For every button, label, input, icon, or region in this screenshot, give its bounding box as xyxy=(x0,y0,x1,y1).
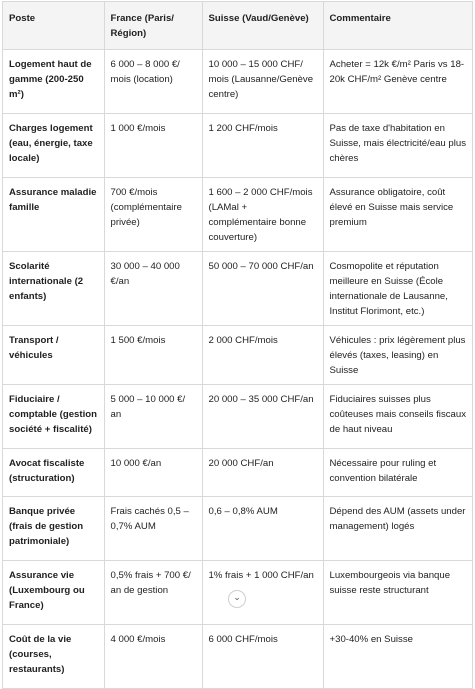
row-label: Fiduciaire / comptable (gestion société + fiscalité) xyxy=(3,385,104,449)
row-label: Transport / véhicules xyxy=(3,326,104,385)
row-label: Coût de la vie (courses, restaurants) xyxy=(3,625,104,689)
comment: Luxembourgeois via banque suisse reste structurant xyxy=(323,561,472,625)
header-row xyxy=(3,2,472,50)
france-value: 0,5% frais + 700 €/ an de gestion xyxy=(104,561,202,625)
table-row xyxy=(3,326,472,385)
table-row xyxy=(3,497,472,561)
cost-comparison-table xyxy=(3,2,472,689)
row-label: Assurance vie (Luxembourg ou France) xyxy=(3,561,104,625)
france-value: Frais cachés 0,5 – 0,7% AUM xyxy=(104,497,202,561)
france-value: 700 €/mois (complémentaire privée) xyxy=(104,178,202,252)
france-value: 10 000 €/an xyxy=(104,449,202,497)
row-label: Assurance maladie famille xyxy=(3,178,104,252)
header-france: France (Paris/ Région) xyxy=(104,2,202,50)
comment: Assurance obligatoire, coût élevé en Suisse mais service premium xyxy=(323,178,472,252)
header-suisse: Suisse (Vaud/Genève) xyxy=(202,2,323,50)
suisse-value: 20 000 – 35 000 CHF/an xyxy=(202,385,323,449)
comment: +30-40% en Suisse xyxy=(323,625,472,689)
suisse-value: 1 600 – 2 000 CHF/mois (LAMal + complémentaire bonne couverture) xyxy=(202,178,323,252)
table-row xyxy=(3,449,472,497)
row-label: Avocat fiscaliste (structuration) xyxy=(3,449,104,497)
row-label: Banque privée (frais de gestion patrimoniale) xyxy=(3,497,104,561)
table-row xyxy=(3,114,472,178)
comment: Pas de taxe d'habitation en Suisse, mais électricité/eau plus chères xyxy=(323,114,472,178)
comment: Nécessaire pour ruling et convention bilatérale xyxy=(323,449,472,497)
france-value: 5 000 – 10 000 €/ an xyxy=(104,385,202,449)
row-label: Scolarité internationale (2 enfants) xyxy=(3,252,104,326)
header-poste: Poste xyxy=(3,2,104,50)
table-header xyxy=(3,2,472,50)
france-value: 4 000 €/mois xyxy=(104,625,202,689)
suisse-value: 6 000 CHF/mois xyxy=(202,625,323,689)
table-row xyxy=(3,625,472,689)
france-value: 1 000 €/mois xyxy=(104,114,202,178)
table-row xyxy=(3,252,472,326)
comment: Véhicules : prix légèrement plus élevés (taxes, leasing) en Suisse xyxy=(323,326,472,385)
comment: Cosmopolite et réputation meilleure en Suisse (École internationale de Lausanne, Institut Florimont, etc.) xyxy=(323,252,472,326)
row-label: Logement haut de gamme (200-250 m²) xyxy=(3,50,104,114)
table-row xyxy=(3,178,472,252)
france-value: 1 500 €/mois xyxy=(104,326,202,385)
france-value: 6 000 – 8 000 €/ mois (location) xyxy=(104,50,202,114)
comment: Acheter = 12k €/m² Paris vs 18-20k CHF/m² Genève centre xyxy=(323,50,472,114)
chevron-down-icon: ⌄ xyxy=(233,592,241,602)
comment: Dépend des AUM (assets under management) logés xyxy=(323,497,472,561)
suisse-value: 1% frais + 1 000 CHF/an xyxy=(202,561,323,625)
comment: Fiduciaires suisses plus coûteuses mais conseils fiscaux de haut niveau xyxy=(323,385,472,449)
row-label: Charges logement (eau, énergie, taxe locale) xyxy=(3,114,104,178)
suisse-value: 50 000 – 70 000 CHF/an xyxy=(202,252,323,326)
suisse-value: 2 000 CHF/mois xyxy=(202,326,323,385)
table-row xyxy=(3,385,472,449)
suisse-value: 20 000 CHF/an xyxy=(202,449,323,497)
header-commentaire: Commentaire xyxy=(323,2,472,50)
table-row xyxy=(3,50,472,114)
scroll-down-button[interactable] xyxy=(228,590,246,608)
suisse-value: 0,6 – 0,8% AUM xyxy=(202,497,323,561)
suisse-value: 10 000 – 15 000 CHF/ mois (Lausanne/Genève centre) xyxy=(202,50,323,114)
suisse-value: 1 200 CHF/mois xyxy=(202,114,323,178)
france-value: 30 000 – 40 000 €/an xyxy=(104,252,202,326)
cost-comparison-table-container xyxy=(2,1,473,689)
